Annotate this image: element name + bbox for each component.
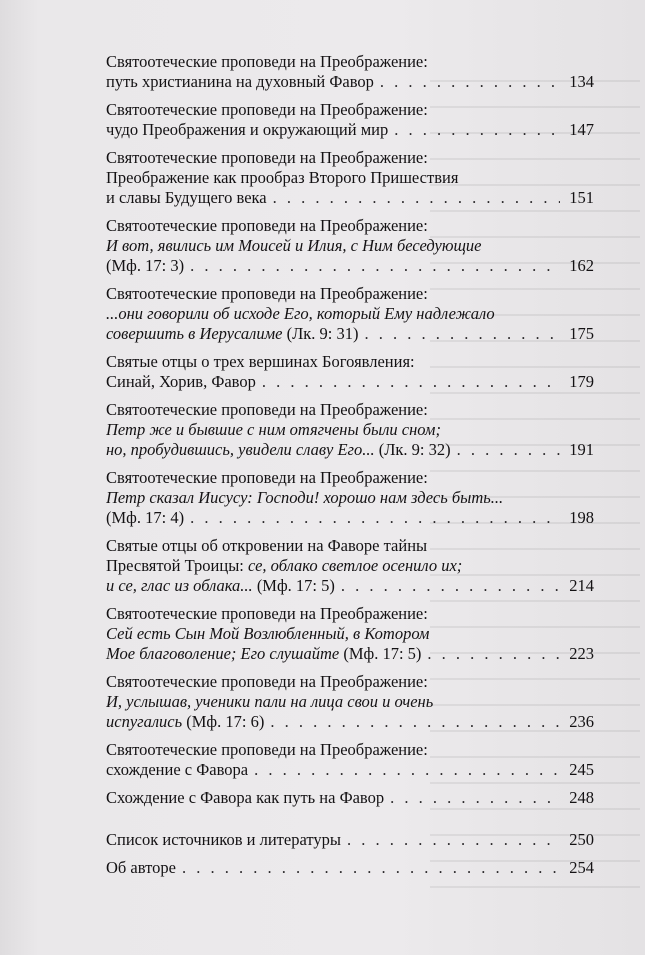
toc-entry-text: Святоотеческие проповеди на Преображение:	[106, 52, 428, 71]
dot-leader	[341, 576, 560, 596]
toc-entry-title	[106, 440, 451, 460]
toc-entry-text: Пресвятой Троицы:	[106, 556, 248, 575]
toc-entry-line	[106, 468, 594, 488]
toc-entry-text: Преображение как прообраз Второго Пришествия	[106, 168, 459, 187]
toc-entry-line	[106, 400, 594, 420]
toc-entry-text: И, услышав, ученики пали на лица свои и очень	[106, 692, 434, 711]
toc-entry-text: Святоотеческие проповеди на Преображение:	[106, 100, 428, 119]
toc-entry	[106, 52, 594, 92]
page-number: 214	[569, 576, 594, 595]
toc-entry-text: (Мф. 17: 3)	[106, 256, 185, 275]
page-number: 151	[569, 188, 594, 207]
toc-entry-title	[106, 120, 388, 140]
page-number: 250	[569, 830, 594, 849]
toc-entry-line	[106, 100, 594, 120]
toc-entry-text: Святоотеческие проповеди на Преображение:	[106, 148, 428, 167]
toc-entry-line	[106, 692, 594, 712]
toc-entry-line	[106, 624, 594, 644]
toc-entry-title	[106, 508, 184, 528]
toc-entry-title	[106, 72, 374, 92]
toc-entry-last-line	[106, 858, 594, 878]
toc-entry	[106, 672, 594, 732]
toc-entry-text: Святоотеческие проповеди на Преображение:	[106, 400, 428, 419]
toc-entry	[106, 468, 594, 528]
toc-entry-reference: (Мф. 17: 6)	[182, 712, 265, 731]
toc-entry-text: Мое благоволение; Его слушайте	[106, 644, 340, 663]
toc-entry	[106, 284, 594, 344]
dot-leader	[190, 508, 560, 528]
toc-entry-last-line	[106, 788, 594, 808]
toc-entry	[106, 740, 594, 780]
toc-entry-title	[106, 858, 176, 878]
page-number: 223	[569, 644, 594, 663]
dot-leader	[380, 72, 560, 92]
toc-entry-text: Святоотеческие проповеди на Преображение:	[106, 672, 428, 691]
toc-entry-last-line	[106, 508, 594, 528]
toc-entry-line	[106, 604, 594, 624]
toc-entry-title	[106, 712, 264, 732]
toc-entry-text: Сей есть Сын Мой Возлюбленный, в Котором	[106, 624, 430, 643]
toc-entry-text: схождение с Фавора	[106, 760, 249, 779]
toc-entry-last-line	[106, 372, 594, 392]
toc-entry-line	[106, 536, 594, 556]
toc-entry-text: И вот, явились им Моисей и Илия, с Ним беседующие	[106, 236, 482, 255]
section-gap	[106, 816, 594, 830]
toc-entry-title	[106, 372, 256, 392]
page-number: 175	[569, 324, 594, 343]
toc-entry-last-line	[106, 120, 594, 140]
toc-entry-text: Список источников и литературы	[106, 830, 341, 849]
toc-entry-title	[106, 788, 384, 808]
toc-entry-line	[106, 420, 594, 440]
toc-entry-last-line	[106, 440, 594, 460]
toc-entry	[106, 400, 594, 460]
dot-leader	[270, 712, 560, 732]
toc-entry-text: и се, глас из облака...	[106, 576, 253, 595]
toc-entry-text: Святоотеческие проповеди на Преображение:	[106, 216, 428, 235]
toc-entry-last-line	[106, 760, 594, 780]
toc-entry-line	[106, 52, 594, 72]
table-of-contents	[106, 52, 594, 886]
toc-entry-text: се, облако светлое осенило их;	[248, 556, 463, 575]
toc-entry-text: Святые отцы об откровении на Фаворе тайны	[106, 536, 428, 555]
toc-entry-reference: (Лк. 9: 31)	[282, 324, 359, 343]
toc-entry-text: испугались	[106, 712, 183, 731]
dot-leader	[457, 440, 560, 460]
toc-entry-last-line	[106, 188, 594, 208]
dot-leader	[394, 120, 560, 140]
toc-entry	[106, 788, 594, 808]
toc-entry	[106, 148, 594, 208]
toc-entry-text: чудо Преображения и окружающий мир	[106, 120, 389, 139]
toc-entry-line	[106, 148, 594, 168]
page-number: 147	[569, 120, 594, 139]
page-number: 191	[569, 440, 594, 459]
toc-entry-last-line	[106, 72, 594, 92]
toc-entry-text: Петр же и бывшие с ним отягчены были сном;	[106, 420, 441, 439]
toc-entry-reference: (Мф. 17: 5)	[252, 576, 335, 595]
toc-entry-line	[106, 216, 594, 236]
toc-entry-last-line	[106, 324, 594, 344]
toc-entry	[106, 352, 594, 392]
dot-leader	[273, 188, 560, 208]
toc-entry-text: ...они говорили об исходе Его, который Ему надлежало	[106, 304, 495, 323]
dot-leader	[365, 324, 560, 344]
toc-entry-title	[106, 324, 359, 344]
toc-entry-title	[106, 256, 184, 276]
page-number: 245	[569, 760, 594, 779]
toc-entry-line	[106, 556, 594, 576]
page-number: 248	[569, 788, 594, 807]
toc-entry-title	[106, 576, 335, 596]
toc-entry-title	[106, 830, 341, 850]
toc-entry-text: Святоотеческие проповеди на Преображение:	[106, 284, 428, 303]
toc-entry-line	[106, 352, 594, 372]
toc-entry-last-line	[106, 712, 594, 732]
toc-entry-text: Об авторе	[106, 858, 176, 877]
page-number: 162	[569, 256, 594, 275]
page-number: 236	[569, 712, 594, 731]
toc-entry-last-line	[106, 830, 594, 850]
page-number: 134	[569, 72, 594, 91]
toc-entry-last-line	[106, 576, 594, 596]
toc-entry	[106, 830, 594, 850]
toc-entry-text: Святоотеческие проповеди на Преображение:	[106, 740, 428, 759]
toc-entry-text: Святоотеческие проповеди на Преображение:	[106, 468, 428, 487]
toc-entry	[106, 604, 594, 664]
toc-entry	[106, 100, 594, 140]
toc-entry-reference: (Лк. 9: 32)	[374, 440, 451, 459]
toc-entry-line	[106, 304, 594, 324]
toc-entry-text: Святые отцы о трех вершинах Богоявления:	[106, 352, 415, 371]
toc-entry-text: Схождение с Фавора как путь на Фавор	[106, 788, 385, 807]
toc-entry	[106, 858, 594, 878]
toc-entry-text: и славы Будущего века	[106, 188, 267, 207]
toc-entry-text: но, пробудившись, увидели славу Его...	[106, 440, 375, 459]
toc-entry-reference: (Мф. 17: 5)	[339, 644, 422, 663]
toc-entry	[106, 536, 594, 596]
page-number: 179	[569, 372, 594, 391]
toc-entry-text: Святоотеческие проповеди на Преображение:	[106, 604, 428, 623]
toc-entry-line	[106, 284, 594, 304]
toc-entry-title	[106, 644, 421, 664]
dot-leader	[347, 830, 560, 850]
dot-leader	[254, 760, 560, 780]
dot-leader	[190, 256, 560, 276]
toc-entry-text: совершить в Иерусалиме	[106, 324, 283, 343]
dot-leader	[182, 858, 560, 878]
toc-entry-text: Петр сказал Иисусу: Господи! хорошо нам здесь быть...	[106, 488, 504, 507]
toc-entry-text: Синай, Хорив, Фавор	[106, 372, 256, 391]
dot-leader	[390, 788, 560, 808]
page-number: 254	[569, 858, 594, 877]
toc-entry-last-line	[106, 256, 594, 276]
toc-entry-text: (Мф. 17: 4)	[106, 508, 185, 527]
toc-entry-text: путь христианина на духовный Фавор	[106, 72, 374, 91]
dot-leader	[262, 372, 560, 392]
toc-entry-line	[106, 740, 594, 760]
toc-entry-title	[106, 188, 267, 208]
toc-entry-line	[106, 488, 594, 508]
toc-entry-last-line	[106, 644, 594, 664]
toc-entry-line	[106, 236, 594, 256]
toc-entry-title	[106, 760, 248, 780]
toc-entry	[106, 216, 594, 276]
toc-entry-line	[106, 672, 594, 692]
page-number: 198	[569, 508, 594, 527]
toc-entry-line	[106, 168, 594, 188]
dot-leader	[427, 644, 560, 664]
